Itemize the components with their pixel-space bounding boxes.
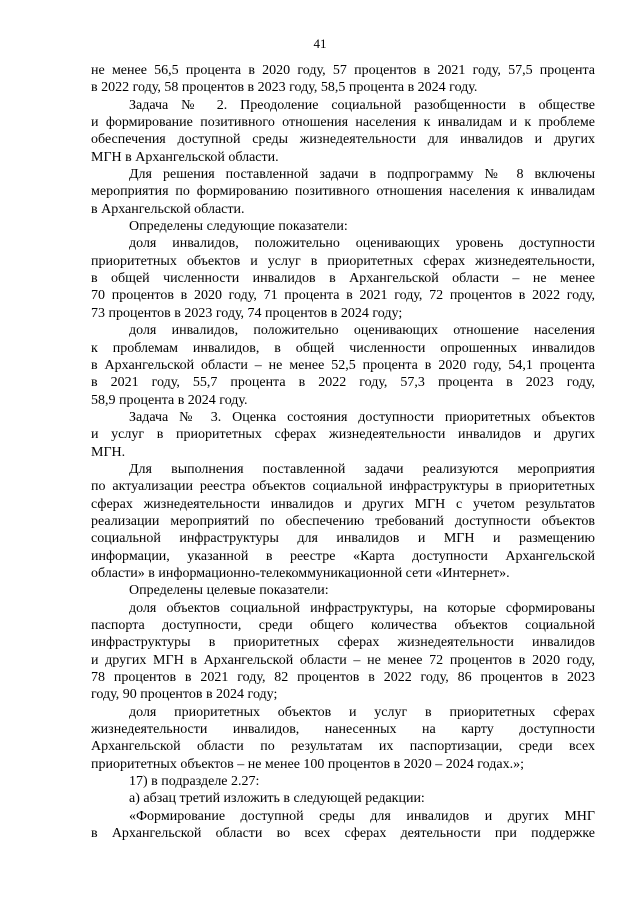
text-line: и услуг в приоритетных сферах жизнедеятельности инвалидов и других xyxy=(91,427,595,443)
text-line: 78 процентов в 2021 году, 82 процентов в 2022 году, 86 процентов в 2023 xyxy=(91,670,595,686)
text-line: инфраструктуры в приоритетных сферах жизнедеятельности инвалидов xyxy=(91,635,595,651)
text-line: Для выполнения поставленной задачи реализуются мероприятия xyxy=(129,461,595,477)
text-line: «Формирование доступной среды для инвалидов и других МНГ xyxy=(129,808,595,824)
text-line: в общей численности инвалидов в Архангельской области – не менее xyxy=(91,271,595,287)
text-line: реализации мероприятий по обеспечению требований доступности объектов xyxy=(91,513,595,529)
text-line: к проблемам инвалидов, в общей численности опрошенных инвалидов xyxy=(91,340,595,356)
text-line: по актуализации реестра объектов социальной инфраструктуры в приоритетных xyxy=(91,479,595,495)
text-line: паспорта доступности, среди общего количества объектов социальной xyxy=(91,618,595,633)
text-line: Для решения поставленной задачи в подпрограмму № 8 включены xyxy=(129,167,595,183)
text-line: доля инвалидов, положительно оценивающих отношение населения xyxy=(129,323,595,339)
text-line: в 2022 году, 58 процентов в 2023 году, 58,5 процента в 2024 году. xyxy=(91,80,478,96)
text-line: не менее 56,5 процента в 2020 году, 57 процентов в 2021 году, 57,5 процента xyxy=(91,63,595,78)
text-line: 70 процентов в 2020 году, 71 процента в 2021 году, 72 процентов в 2022 году, xyxy=(91,288,595,304)
text-line: доля инвалидов, положительно оценивающих уровень доступности xyxy=(129,236,595,252)
text-line: обеспечения доступной среды жизнедеятельности для инвалидов и других xyxy=(91,132,595,148)
text-line: году, 90 процентов в 2024 году; xyxy=(91,687,278,703)
text-line: доля объектов социальной инфраструктуры, на которые сформированы xyxy=(129,600,595,616)
text-line: 17) в подразделе 2.27: xyxy=(129,774,260,790)
text-line: МГН в Архангельской области. xyxy=(91,149,279,165)
text-line: в Архангельской области. xyxy=(91,201,245,217)
text-line: Задача № 2. Преодоление социальной разобщенности в обществе xyxy=(129,97,595,113)
text-line: в Архангельской области во всех сферах деятельности при поддержке xyxy=(91,826,595,842)
text-line: и формирование позитивного отношения населения к инвалидам и к проблеме xyxy=(91,115,595,131)
text-line: Определены целевые показатели: xyxy=(129,583,329,599)
text-line: приоритетных объектов – не менее 100 процентов в 2020 – 2024 годах.»; xyxy=(91,756,524,772)
text-line: доля приоритетных объектов и услуг в приоритетных сферах xyxy=(129,704,595,720)
text-line: Задача № 3. Оценка состояния доступности приоритетных объектов xyxy=(129,409,595,425)
text-line: жизнедеятельности инвалидов, нанесенных на карту доступности xyxy=(91,722,595,738)
text-line: приоритетных объектов и услуг в приоритетных сферах жизнедеятельности, xyxy=(91,253,595,269)
text-line: МГН. xyxy=(91,444,126,460)
text-line: 73 процентов в 2023 году, 74 процентов в 2024 году; xyxy=(91,305,403,321)
text-line: Определены следующие показатели: xyxy=(129,219,348,235)
text-line: сферах жизнедеятельности инвалидов и других МГН с учетом результатов xyxy=(91,496,595,512)
text-line: а) абзац третий изложить в следующей редакции: xyxy=(129,791,425,807)
text-line: в 2021 году, 55,7 процента в 2022 году, 57,3 процента в 2023 году, xyxy=(91,375,595,391)
text-line: области» в информационно-телекоммуникационной сети «Интернет». xyxy=(91,565,510,581)
text-line: мероприятия по формированию позитивного отношения населения к инвалидам xyxy=(91,184,595,200)
body-text xyxy=(91,62,595,842)
text-line: Архангельской области по результатам их паспортизации, среди всех xyxy=(91,739,595,755)
text-line: 58,9 процента в 2024 году. xyxy=(91,392,248,408)
text-line: информации, указанной в реестре «Карта доступности Архангельской xyxy=(91,548,595,564)
page-number: 41 xyxy=(313,36,327,51)
text-line: в Архангельской области – не менее 52,5 процента в 2020 году, 54,1 процента xyxy=(91,357,595,373)
text-line: социальной инфраструктуры для инвалидов и МГН и размещению xyxy=(91,531,595,547)
text-line: и других МГН в Архангельской области – не менее 72 процентов в 2020 году, xyxy=(91,652,595,668)
